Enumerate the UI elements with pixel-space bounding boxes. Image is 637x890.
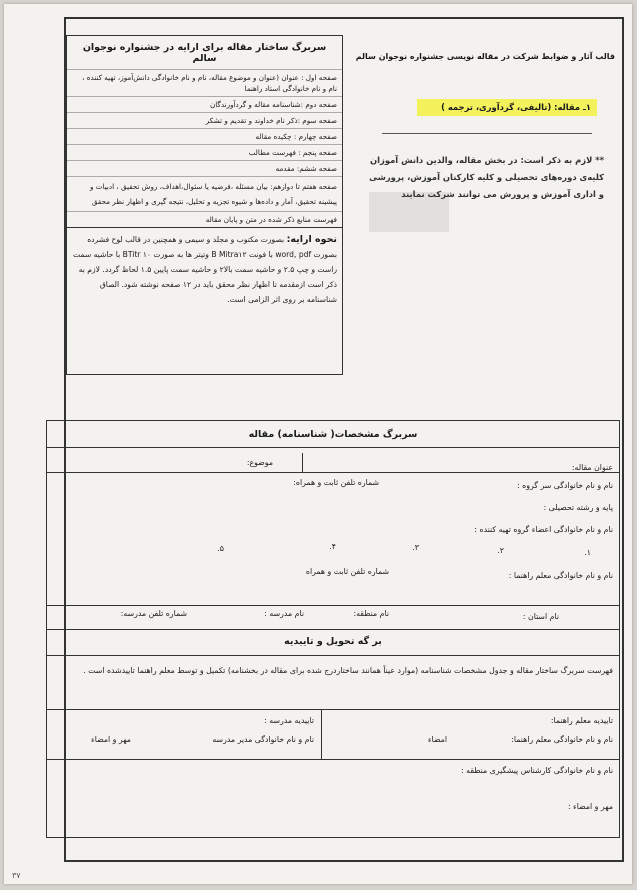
rule [47,759,619,760]
rule [47,629,619,630]
phone-label-1: شماره تلفن ثابت و همراه: [293,478,379,487]
principal-stamp-label: مهر و امضاء [91,735,131,744]
rule [47,472,619,473]
structure-line-3: صفحه سوم :ذکر نام خداوند و تقدیم و تشکر [67,112,342,128]
rule [47,605,619,606]
delivery-title: بر گه تحویل و تاییدیه [284,636,382,647]
presentation-heading: نحوه ارایه: [286,234,337,245]
structure-line-1: صفحه اول : عنوان (عنوان و موضوع مقاله، نام و نام خانوادگی دانش‌آموز، تهیه کننده ، نام و نام خانوادگی استاد راهنما [67,69,342,96]
member-number-3: ۳. [412,543,419,552]
eligibility-note: ** لازم به ذکر است: در بخش مقاله، والدین دانش آموزان کلیه‌ی دوره‌های تحصیلی و کلیه کارکنان آموزش، پرورشی و اداری آموزش و پرورش می توانند شرکت نمایند [369,155,604,199]
school-confirm-label: تاییدیه مدرسه : [264,716,314,725]
principal-name-label: نام و نام خانوادگی مدیر مدرسه [212,735,314,744]
province-label: نام استان : [522,612,559,621]
article-type-highlight: ۱ـ مقاله: (تالیفی، گردآوری، ترجمه ) [417,99,597,116]
expert-stamp-label: مهر و امضاء : [567,802,613,811]
grade-label: پایه و رشته تحصیلی : [543,503,613,512]
rule [47,709,619,710]
group-head-label: نام و نام خانوادگی سر گروه : [517,481,613,490]
delivery-text: فهرست سربرگ ساختار مقاله و جدول مشخصات شناسنامه (موارد عیناً همانند ساختاردرج شده برای مقاله در بخشنامه) تکمیل و توسط معلم راهنما تاییدشده است . [83,666,613,675]
structure-line-4: صفحه چهارم : چکیده مقاله [67,128,342,144]
structure-line-7: صفحه هفتم تا دوازهم: بیان مسئله ،فرضیه یا سئوال،اهداف، روش تحقیق ، ادبیات و پیشینه تحقیق، آمار و داده‌ها و شیوه تجزیه و تحلیل، نتیجه گیری و اظهار نظر محقق [67,176,342,211]
form-title: سربرگ مشخصات( شناسنامه) مقاله [47,421,619,448]
member-number-4: ۴. [329,542,336,551]
structure-line-2: صفحه دوم :شناسنامه مقاله و گردآورندگان [67,96,342,112]
expert-name-label: نام و نام خانوادگی کارشناس پیشگیری منطقه : [461,766,613,775]
phone-label-2: شماره تلفن ثابت و همراه [305,567,389,576]
structure-title: سربرگ ساختار مقاله برای ارایه در جشنواره نوجوان سالم [82,42,327,64]
identity-form [46,420,620,838]
page-number: ۳۷ [12,871,21,880]
advisor-label: نام و نام خانوادگی معلم راهنما : [508,571,613,580]
article-title-label: عنوان مقاله: [571,463,613,472]
region-label: نام منطقه: [353,609,389,618]
member-number-5: ۵. [217,544,224,553]
presentation-section [67,227,342,311]
presentation-text: بصورت مکتوب و مجلد و سیمی و همچنین در قالب لوح فشرده بصورت word, pdf با فونت B Mitra۱۲ وتیتر ها به صورت BTitr ۱۰ با حاشیه سمت راست و چپ ۲.۵ و حاشیه سمت بالا۲ و حاشیه سمت پایین ۱.۵ لحاظ گردد. لازم به ذکر است ازمقدمه تا اظهار نظر محقق باید در ۱۲ صفحه نوشته شود. الصاق شناسنامه بر روی اثر الزامی است. [72,235,337,304]
document-page [4,4,632,884]
structure-line-8: فهرست منابع ذکر شده در متن و پایان مقاله [67,211,342,227]
subject-label: موضوع: [246,458,273,467]
rule [321,709,322,759]
member-number-2: ۲. [497,546,504,555]
teacher-signature-label: امضاء [427,735,447,744]
teacher-confirm-label: تاییدیه معلم راهنما: [550,716,613,725]
structure-line-6: صفحه ششم: مقدمه [67,160,342,176]
school-label: نام مدرسه : [264,609,304,618]
member-number-1: ۱. [584,548,591,557]
template-header: قالب آثار و ضوابط شرکت در مقاله نویسی جشنواره نوجوان سالم [355,52,615,61]
divider [382,133,592,134]
teacher-name-label: نام و نام خانوادگی معلم راهنما: [511,735,613,744]
rule [47,655,619,656]
rule [302,453,303,472]
members-label: نام و نام خانوادگی اعضاء گروه تهیه کننده : [474,525,613,534]
school-phone-label: شماره تلفن مدرسه: [120,609,187,618]
article-structure-box [66,35,343,375]
structure-line-5: صفحه پنجم : فهرست مطالب [67,144,342,160]
